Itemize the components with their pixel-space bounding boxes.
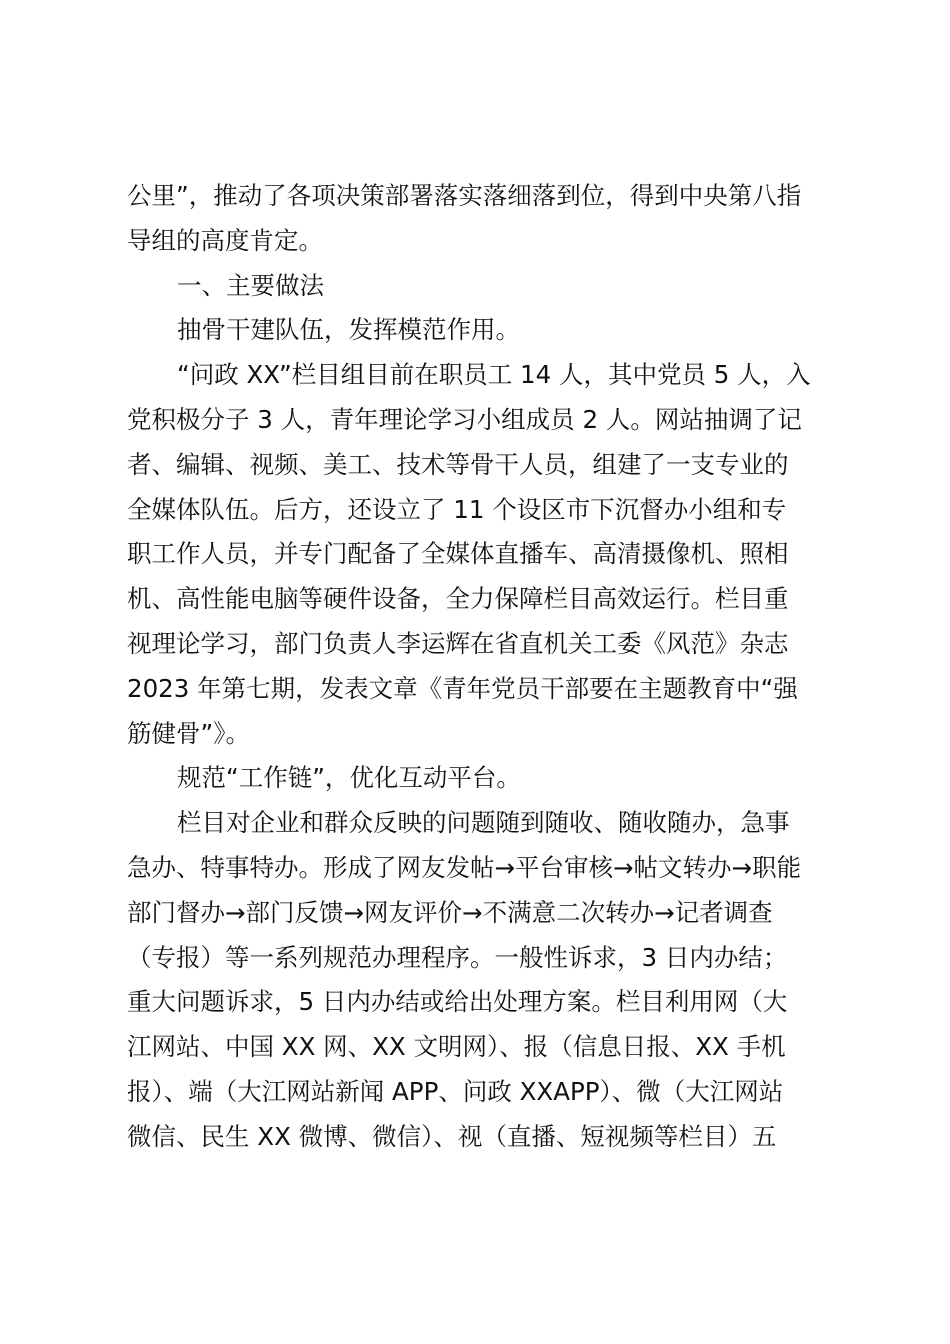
text-line: 职工作人员，并专门配备了全媒体直播车、高清摄像机、照相 xyxy=(127,539,789,569)
text-line: 报）、端（大江网站新闻 APP、问政 XXAPP）、微（大江网站 xyxy=(127,1076,784,1106)
subsection-heading: 规范“工作链”，优化互动平台。 xyxy=(177,763,521,793)
section-heading: 一、主要做法 xyxy=(177,270,324,300)
document-body xyxy=(127,174,835,1160)
text-line: 微信、民生 XX 微博、微信）、视（直播、短视频等栏目）五 xyxy=(127,1121,777,1151)
text-line: 部门督办→部门反馈→网友评价→不满意二次转办→记者调查 xyxy=(127,897,773,927)
text-line: 视理论学习，部门负责人李运辉在省直机关工委《风范》杂志 xyxy=(127,628,789,658)
text-line: 机、高性能电脑等硬件设备，全力保障栏目高效运行。栏目重 xyxy=(127,584,789,614)
text-line: （专报）等一系列规范办理程序。一般性诉求，3 日内办结； xyxy=(127,942,788,972)
text-line: 重大问题诉求，5 日内办结或给出处理方案。栏目利用网（大 xyxy=(127,987,788,1017)
text-line: 导组的高度肯定。 xyxy=(127,225,323,255)
text-line: 党积极分子 3 人，青年理论学习小组成员 2 人。网站抽调了记 xyxy=(127,404,802,434)
text-line: 栏目对企业和群众反映的问题随到随收、随收随办，急事 xyxy=(177,808,790,838)
text-line: 者、编辑、视频、美工、技术等骨干人员，组建了一支专业的 xyxy=(127,449,789,479)
text-line: “问政 XX”栏目组目前在职员工 14 人，其中党员 5 人，入 xyxy=(177,360,811,390)
text-line: 江网站、中国 XX 网、XX 文明网）、报（信息日报、XX 手机 xyxy=(127,1032,786,1062)
subsection-heading: 抽骨干建队伍，发挥模范作用。 xyxy=(177,315,520,345)
text-line: 2023 年第七期，发表文章《青年党员干部要在主题教育中“强 xyxy=(127,673,798,703)
text-line: 筋健骨”》。 xyxy=(127,718,250,748)
text-line: 公里”，推动了各项决策部署落实落细落到位，得到中央第八指 xyxy=(127,181,802,210)
text-line: 急办、特事特办。形成了网友发帖→平台审核→帖文转办→职能 xyxy=(127,852,802,882)
text-line: 全媒体队伍。后方，还设立了 11 个设区市下沉督办小组和专 xyxy=(127,494,787,524)
